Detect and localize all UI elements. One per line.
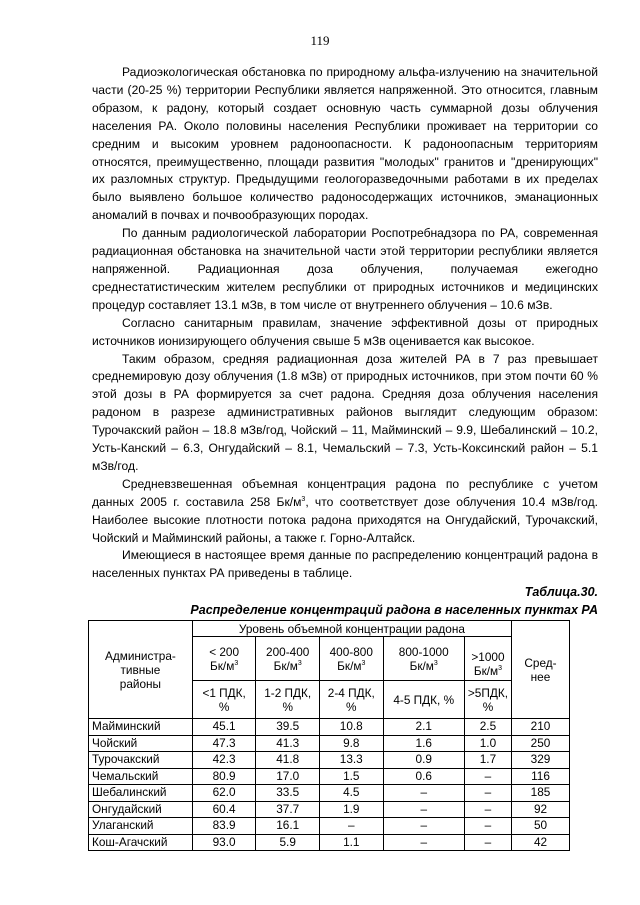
paragraph: Радиоэкологическая обстановка по природному альфа-излучению на значительной части (20-25 %) территории Республики является напряженной. Это относится, главным образом, к радону, который создает основную часть суммарной дозы облучения населения РА. Около половины населения Республики проживает на территории со средним и высоким уровнем радоноопасности. К радоноопасным территориям относятся, преимущественно, площади развития "молодых" гранитов и "дренирующих" их разломных структур. Предыдущими геологоразведочными работами в их пределах было выявлено большое количество радоносодержащих источников, эманационных аномалий в почвах и почвообразующих породах. (92, 65, 598, 223)
pdk-header: 4-5 ПДК, % (383, 681, 464, 719)
value-cell: 329 (512, 752, 570, 769)
value-cell: 16.1 (256, 818, 320, 835)
level-header: Уровень объемной концентрации радона (192, 621, 511, 637)
value-cell: 60.4 (192, 801, 256, 818)
value-cell: 33.5 (256, 785, 320, 802)
paragraph (92, 476, 598, 548)
district-cell: Онгудайский (89, 801, 193, 818)
value-cell: 83.9 (192, 818, 256, 835)
table-row (89, 785, 570, 802)
value-cell: 5.9 (256, 834, 320, 851)
value-cell: 13.3 (319, 752, 383, 769)
range-header: 400-800 $Бк/м^3$ (319, 637, 383, 681)
table-row (89, 735, 570, 752)
value-cell: 41.8 (256, 752, 320, 769)
table-row (89, 768, 570, 785)
body-text (92, 64, 598, 583)
value-cell: 62.0 (192, 785, 256, 802)
radon-table (88, 620, 570, 851)
pdk-header: <1 ПДК, % (192, 681, 256, 719)
value-cell: 80.9 (192, 768, 256, 785)
district-cell: Шебалинский (89, 785, 193, 802)
value-cell: 45.1 (192, 719, 256, 736)
pdk-header: 1-2 ПДК, % (256, 681, 320, 719)
district-cell: Улаганский (89, 818, 193, 835)
value-cell: – (464, 834, 511, 851)
district-cell: Чемальский (89, 768, 193, 785)
district-cell: Кош-Агачский (89, 834, 193, 851)
value-cell: 116 (512, 768, 570, 785)
pdk-header: 2-4 ПДК, % (319, 681, 383, 719)
value-cell: 37.7 (256, 801, 320, 818)
paragraph: По данным радиологической лаборатории Роспотребнадзора по РА, современная радиационная обстановка на значительной части этой территории республики является напряженной. Радиационная доза облучения, получаемая ежегодно среднестатистическим жителем республики от природных источников и медицинских процедур составляет 13.1 мЗв, в том числе от внутреннего облучения – 10.6 мЗв. (92, 226, 598, 312)
value-cell: – (383, 785, 464, 802)
paragraph-text: Средневзвешенная объемная концентрация радона по республике с учетом данных 2005 г. составила 258 Бк/м (92, 476, 598, 509)
value-cell: 50 (512, 818, 570, 835)
paragraph: Согласно санитарным правилам, значение эффективной дозы от природных источников ионизирующего облучения свыше 5 мЗв оценивается как высокое. (92, 315, 598, 348)
range-header: 800-1000 $Бк/м^3$ (383, 637, 464, 681)
value-cell: 92 (512, 801, 570, 818)
table-row (89, 834, 570, 851)
value-cell: 39.5 (256, 719, 320, 736)
range-header: >1000 $Бк/м^3$ (464, 637, 511, 681)
value-cell: 1.6 (383, 735, 464, 752)
table-row (89, 719, 570, 736)
value-cell: 250 (512, 735, 570, 752)
value-cell: 0.9 (383, 752, 464, 769)
value-cell: 1.5 (319, 768, 383, 785)
value-cell: 47.3 (192, 735, 256, 752)
value-cell: 9.8 (319, 735, 383, 752)
value-cell: 93.0 (192, 834, 256, 851)
value-cell: – (383, 818, 464, 835)
district-header: Администра-тивные районы (89, 621, 193, 719)
value-cell: – (464, 818, 511, 835)
value-cell: 210 (512, 719, 570, 736)
value-cell: – (464, 801, 511, 818)
district-cell: Майминский (89, 719, 193, 736)
paragraph: Таким образом, средняя радиационная доза жителей РА в 7 раз превышает среднемировую дозу облучения (1.8 мЗв) от природных источников, при этом почти 60 % этой дозы в РА формируется за счет радона. Средняя доза облучения населения радоном в разрезе административных районов выглядит следующим образом: Турочакский район – 18.8 мЗв/год, Чойский – 11, Майминский – 9.9, Шебалинский – 10.2, Усть-Канский – 6.3, Онгудайский – 8.1, Чемальский – 7.3, Усть-Коксинский район – 5.1 мЗв/год. (92, 351, 598, 473)
value-cell: 1.1 (319, 834, 383, 851)
value-cell: 185 (512, 785, 570, 802)
page-number: 119 (310, 33, 330, 48)
paragraph-text: , что соответствует дозе облучения 10.4 мЗв/год. Наиболее высокие плотности потока радона приходятся на Онгудайский, Турочакский, Чойский и Майминский районы, а также г. Горно-Алтайск. (92, 494, 598, 545)
average-header: Сред-нее (512, 621, 570, 719)
table-row (89, 818, 570, 835)
value-cell: – (319, 818, 383, 835)
district-cell: Чойский (89, 735, 193, 752)
value-cell: 1.7 (464, 752, 511, 769)
value-cell: 1.0 (464, 735, 511, 752)
value-cell: 2.5 (464, 719, 511, 736)
value-cell: 41.3 (256, 735, 320, 752)
pdk-header: >5ПДК, % (464, 681, 511, 719)
range-header: < 200 $Бк/м^3$ (192, 637, 256, 681)
value-cell: 0.6 (383, 768, 464, 785)
table-row (89, 801, 570, 818)
range-header: 200-400 $Бк/м^3$ (256, 637, 320, 681)
value-cell: – (464, 785, 511, 802)
value-cell: 17.0 (256, 768, 320, 785)
value-cell: 42 (512, 834, 570, 851)
value-cell: 2.1 (383, 719, 464, 736)
value-cell: 42.3 (192, 752, 256, 769)
table-row (89, 752, 570, 769)
value-cell: 10.8 (319, 719, 383, 736)
value-cell: – (383, 834, 464, 851)
table-number: Таблица.30. (524, 585, 598, 599)
table-title: Распределение концентраций радона в населенных пунктах РА (190, 603, 598, 617)
value-cell: – (383, 801, 464, 818)
value-cell: – (464, 768, 511, 785)
superscript: 3 (301, 495, 306, 503)
district-cell: Турочакский (89, 752, 193, 769)
value-cell: 4.5 (319, 785, 383, 802)
paragraph: Имеющиеся в настоящее время данные по распределению концентраций радона в населенных пунктах РА приведены в таблице. (92, 548, 598, 581)
value-cell: 1.9 (319, 801, 383, 818)
